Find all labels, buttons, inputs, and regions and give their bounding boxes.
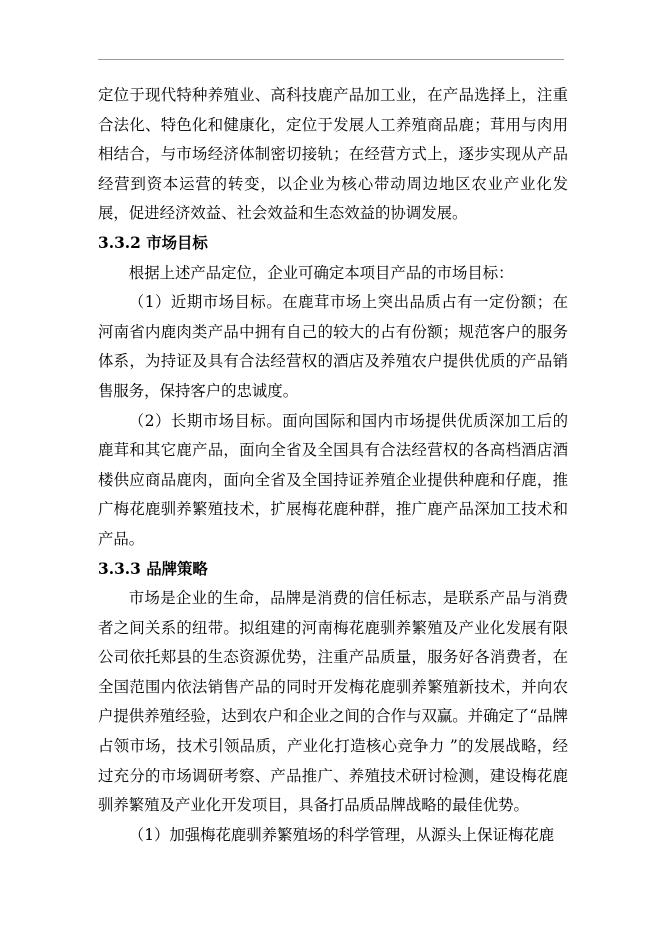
document-body bbox=[98, 81, 568, 850]
paragraph-brand-strategy: 市场是企业的生命，品牌是消费的信任标志，是联系产品与消费者之间关系的纽带。拟组建的河南梅花鹿驯养繁殖及产业化发展有限公司依托郏县的生态资源优势，注重产品质量，服务好各消费者，在全国范围内依法销售产品的同时开发梅花鹿驯养繁殖新技术，并向农户提供养殖经验，达到农户和企业之间的合作与双赢。并确定了“品牌占领市场，技术引领品质，产业化打造核心竞争力 ”的发展战略，经过充分的市场调研考察、产品推广、养殖技术研讨检测，建设梅花鹿驯养繁殖及产业化开发项目，具备打品质品牌战略的最佳优势。 bbox=[98, 589, 568, 815]
paragraph-brand-item-1: （1）加强梅花鹿驯养繁殖场的科学管理，从源头上保证梅花鹿 bbox=[128, 825, 555, 844]
paragraph-long-term-target: （2）长期市场目标。面向国际和国内市场提供优质深加工后的鹿茸和其它鹿产品，面向全省及全国具有合法经营权的各高档酒店酒楼供应商品鹿肉，面向全省及全国持证养殖企业提供种鹿和仔鹿，推广梅花鹿驯养繁殖技术，扩展梅花鹿种群，推广鹿产品深加工技术和产品。 bbox=[98, 411, 568, 548]
paragraph-market-target-lead: 根据上述产品定位，企业可确定本项目产品的市场目标： bbox=[128, 263, 514, 282]
paragraph-short-term-target: （1）近期市场目标。在鹿茸市场上突出品质占有一定份额；在河南省内鹿肉类产品中拥有自己的较大的占有份额；规范客户的服务体系，为持证及具有合法经营权的酒店及养殖农户提供优质的产品销售服务，保持客户的忠诚度。 bbox=[98, 293, 568, 400]
header-rule bbox=[98, 59, 564, 60]
section-heading-3-3-3: 3.3.3 品牌策略 bbox=[98, 559, 208, 578]
paragraph-intro: 定位于现代特种养殖业、高科技鹿产品加工业，在产品选择上，注重合法化、特色化和健康化，定位于发展人工养殖商品鹿；茸用与肉用相结合，与市场经济体制密切接轨；在经营方式上，逐步实现从产品经营到资本运营的转变，以企业为核心带动周边地区农业产业化发展，促进经济效益、社会效益和生态效益的协调发展。 bbox=[98, 86, 568, 223]
section-heading-3-3-2: 3.3.2 市场目标 bbox=[98, 233, 208, 252]
